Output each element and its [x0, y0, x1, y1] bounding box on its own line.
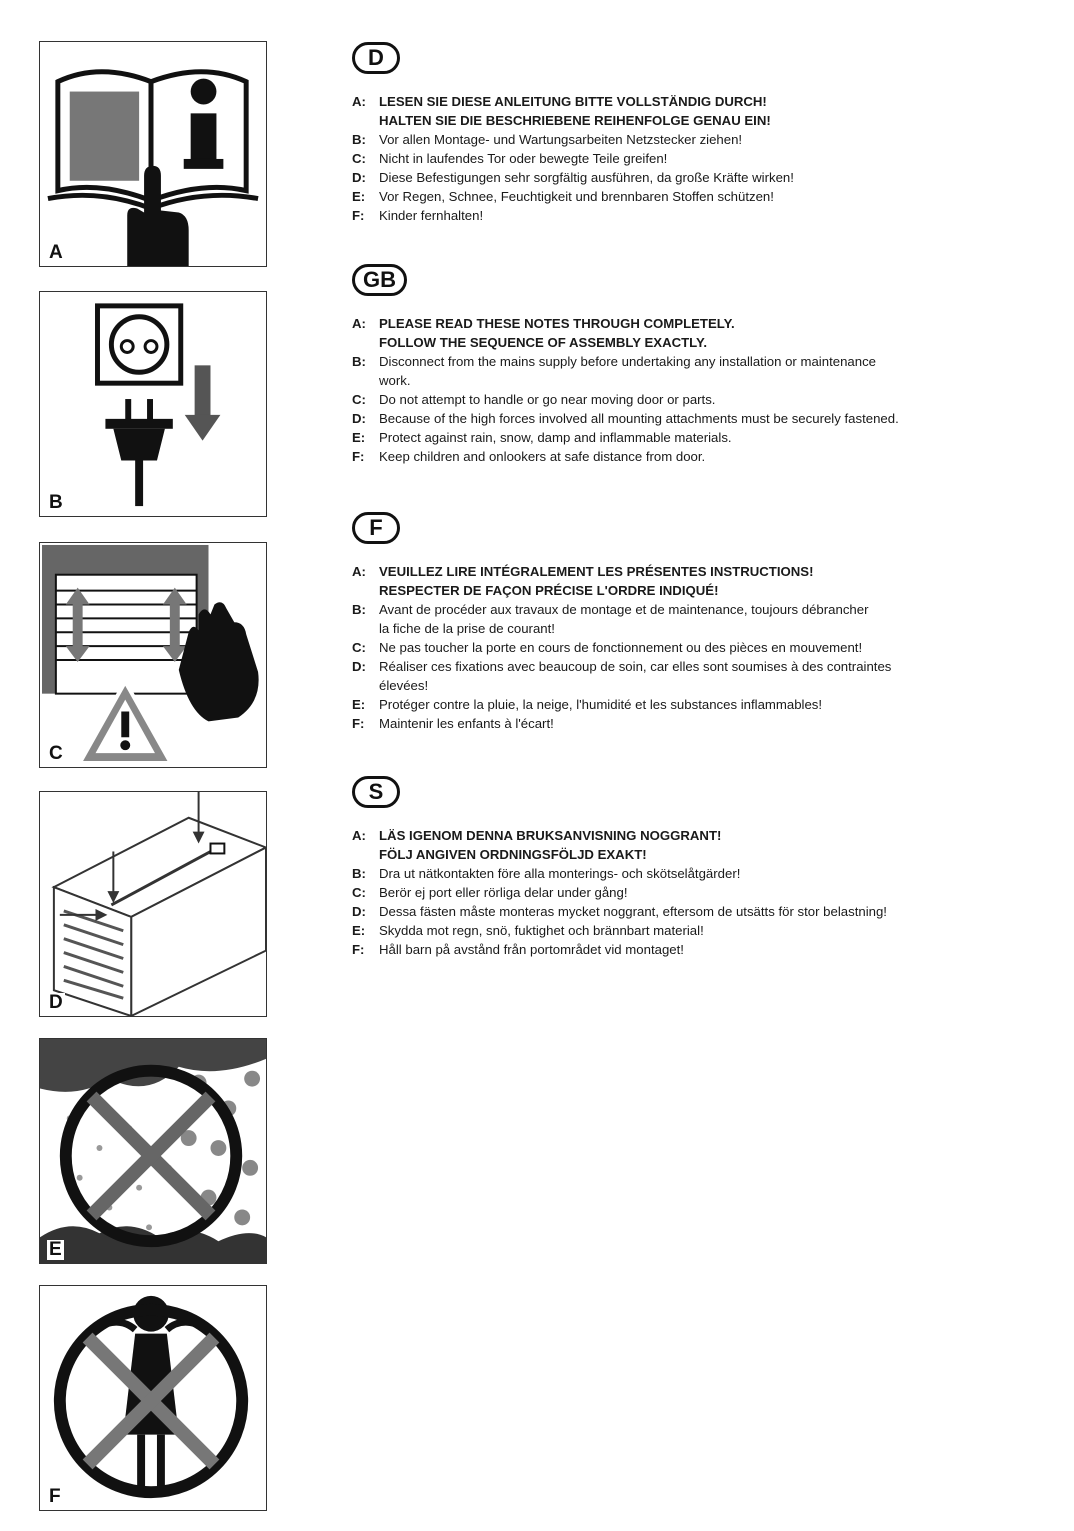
pictogram-f	[39, 1285, 267, 1511]
list-item: E: Protect against rain, snow, damp and inflammable materials.	[352, 430, 732, 445]
list-item: A: LESEN SIE DIESE ANLEITUNG BITTE VOLLSTÄNDIG DURCH! HALTEN SIE DIE BESCHRIEBENE REIHENFOLGE GENAU EIN!	[352, 94, 771, 128]
instruction-list	[352, 826, 1072, 959]
list-item: F: Håll barn på avstånd från portområdet vid montaget!	[352, 942, 684, 957]
language-badge: S	[352, 776, 400, 808]
instruction-list	[352, 562, 1072, 733]
list-item: A: VEUILLEZ LIRE INTÉGRALEMENT LES PRÉSENTES INSTRUCTIONS! RESPECTER DE FAÇON PRÉCISE L'ORDRE INDIQUÉ!	[352, 564, 814, 598]
keep-children-away-icon	[40, 1286, 266, 1510]
list-item: C: Do not attempt to handle or go near moving door or parts.	[352, 392, 716, 407]
list-item: B: Dra ut nätkontakten före alla monterings- och skötselåtgärder!	[352, 866, 741, 881]
list-item: E: Vor Regen, Schnee, Feuchtigkeit und brennbaren Stoffen schützen!	[352, 189, 774, 204]
pictogram-d	[39, 791, 267, 1017]
weather-protection-icon	[40, 1039, 266, 1263]
list-item: D: Diese Befestigungen sehr sorgfältig ausführen, da große Kräfte wirken!	[352, 170, 794, 185]
unplug-power-icon	[40, 292, 266, 516]
list-item: C: Ne pas toucher la porte en cours de fonctionnement ou des pièces en mouvement!	[352, 640, 863, 655]
section-gb	[352, 264, 1072, 466]
pictogram-b	[39, 291, 267, 517]
language-badge: F	[352, 512, 400, 544]
list-item: D: Dessa fästen måste monteras mycket noggrant, eftersom de utsätts för stor belastning!	[352, 904, 887, 919]
list-item: F: Kinder fernhalten!	[352, 208, 484, 223]
read-instructions-icon	[40, 42, 266, 266]
moving-door-warning-icon	[40, 543, 266, 767]
language-badge: GB	[352, 264, 407, 296]
list-item: F: Keep children and onlookers at safe distance from door.	[352, 449, 706, 464]
list-item: B: Vor allen Montage- und Wartungsarbeiten Netzstecker ziehen!	[352, 132, 743, 147]
list-item: B: Avant de procéder aux travaux de montage et de maintenance, toujours débrancher la fiche de la prise de courant!	[352, 602, 869, 636]
list-item: F: Maintenir les enfants à l'écart!	[352, 716, 554, 731]
pictogram-letter: D	[49, 992, 63, 1013]
list-item: B: Disconnect from the mains supply before undertaking any installation or maintenance work.	[352, 354, 877, 388]
pictogram-letter: B	[49, 492, 63, 513]
pictogram-letter: E	[49, 1239, 62, 1260]
list-item: C: Nicht in laufendes Tor oder bewegte Teile greifen!	[352, 151, 668, 166]
list-item: A: PLEASE READ THESE NOTES THROUGH COMPLETELY. FOLLOW THE SEQUENCE OF ASSEMBLY EXACTLY.	[352, 316, 735, 350]
pictogram-e	[39, 1038, 267, 1264]
list-item: E: Protéger contre la pluie, la neige, l'humidité et les substances inflammables!	[352, 697, 823, 712]
list-item: C: Berör ej port eller rörliga delar under gång!	[352, 885, 628, 900]
list-item: D: Réaliser ces fixations avec beaucoup de soin, car elles sont soumises à des contraintes élevées!	[352, 659, 892, 693]
pictogram-letter: F	[49, 1486, 61, 1507]
language-badge: D	[352, 42, 400, 74]
list-item: E: Skydda mot regn, snö, fuktighet och brännbart material!	[352, 923, 704, 938]
list-item: D: Because of the high forces involved all mounting attachments must be securely fastened.	[352, 411, 899, 426]
list-item: A: LÄS IGENOM DENNA BRUKSANVISNING NOGGRANT! FÖLJ ANGIVEN ORDNINGSFÖLJD EXAKT!	[352, 828, 722, 862]
instruction-list	[352, 314, 1072, 466]
pictogram-letter: C	[49, 743, 63, 764]
instruction-list	[352, 92, 1072, 225]
section-fr	[352, 512, 1072, 733]
pictogram-c	[39, 542, 267, 768]
pictogram-a	[39, 41, 267, 267]
section-de	[352, 42, 1072, 225]
pictogram-letter: A	[49, 242, 63, 263]
secure-fastening-icon	[40, 792, 266, 1016]
section-se	[352, 776, 1072, 959]
